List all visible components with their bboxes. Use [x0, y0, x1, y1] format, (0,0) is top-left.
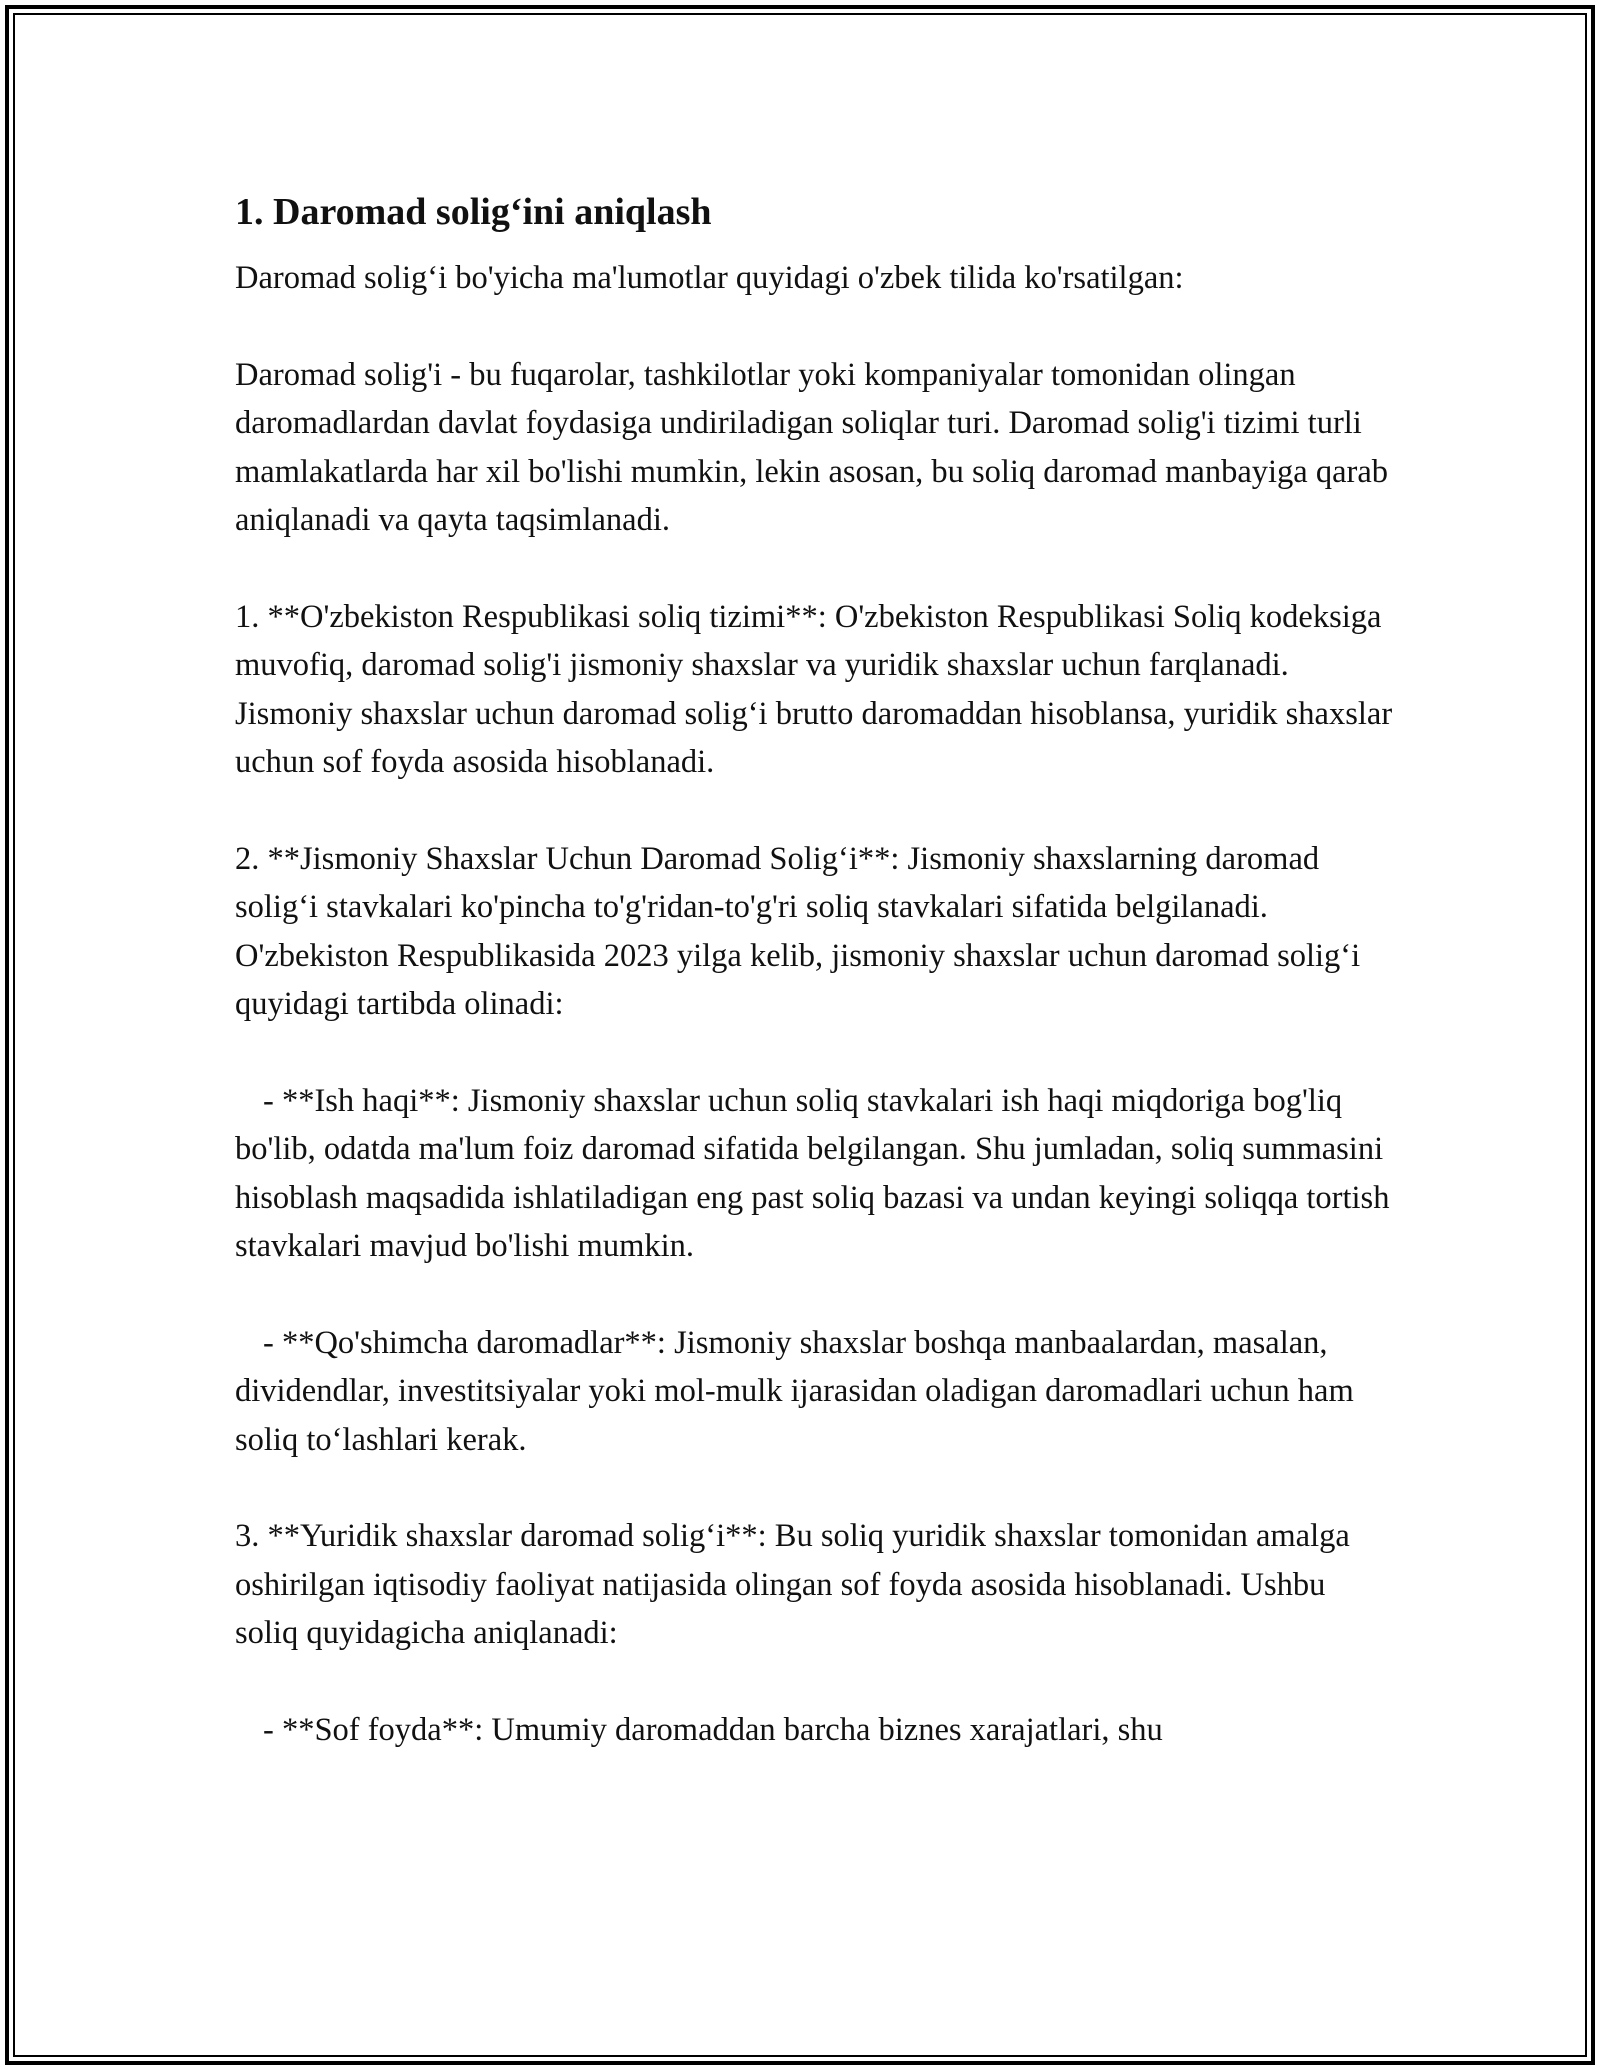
list-item-individuals-income-tax: 2. **Jismoniy Shaxslar Uchun Daromad Solig‘i**: Jismoniy shaxslarning daromad solig‘i stavkalari ko'pincha to'g'ridan-to'g'ri soliq stavkalari sifatida belgilanadi. O'zbekiston Respublikasida 2023 yilga kelib, jismoniy shaxslar uchun daromad solig‘i quyidagi tartibda olinadi:	[235, 840, 1369, 1023]
sub-item-additional-income: - **Qo'shimcha daromadlar**: Jismoniy shaxslar boshqa manbaalardan, masalan, dividendlar, investitsiyalar yoki mol-mulk ijarasidan oladigan daromadlari uchun ham soliq to‘lashlari kerak.	[235, 1324, 1362, 1458]
list-item-uzbekistan-tax-system: 1. **O'zbekiston Respublikasi soliq tizimi**: O'zbekiston Respublikasi Soliq kodeksiga muvofiq, daromad solig'i jismoniy shaxslar va yuridik shaxslar uchun farqlanadi. Jismoniy shaxslar uchun daromad solig‘i brutto daromaddan hisoblansa, yuridik shaxslar uchun sof foyda asosida hisoblanadi.	[235, 598, 1401, 781]
document-body	[235, 186, 1401, 1803]
definition-paragraph: Daromad solig'i - bu fuqarolar, tashkilotlar yoki kompaniyalar tomonidan olingan daromadlardan davlat foydasiga undiriladigan soliqlar turi. Daromad solig'i tizimi turli mamlakatlarda har xil bo'lishi mumkin, lekin asosan, bu soliq daromad manbayiga qarab aniqlanadi va qayta taqsimlanadi.	[235, 356, 1397, 539]
list-item-legal-entities-income-tax: 3. **Yuridik shaxslar daromad solig‘i**: Bu soliq yuridik shaxslar tomonidan amalga oshirilgan iqtisodiy faoliyat natijasida olingan sof foyda asosida hisoblanadi. Ushbu soliq quyidagicha aniqlanadi:	[235, 1518, 1358, 1652]
intro-paragraph: Daromad solig‘i bo'yicha ma'lumotlar quyidagi o'zbek tilida ko'rsatilgan:	[235, 260, 1184, 296]
sub-item-net-profit: - **Sof foyda**: Umumiy daromaddan barcha biznes xarajatlari, shu	[263, 1712, 1163, 1749]
section-heading: 1. Daromad solig‘ini aniqlash	[235, 191, 712, 233]
sub-item-salary: - **Ish haqi**: Jismoniy shaxslar uchun soliq stavkalari ish haqi miqdoriga bog'liq bo'lib, odatda ma'lum foiz daromad sifatida belgilangan. Shu jumladan, soliq summasini hisoblash maqsadida ishlatiladigan eng past soliq bazasi va undan keyingi soliqqa tortish stavkalari mavjud bo'lishi mumkin.	[235, 1082, 1398, 1265]
